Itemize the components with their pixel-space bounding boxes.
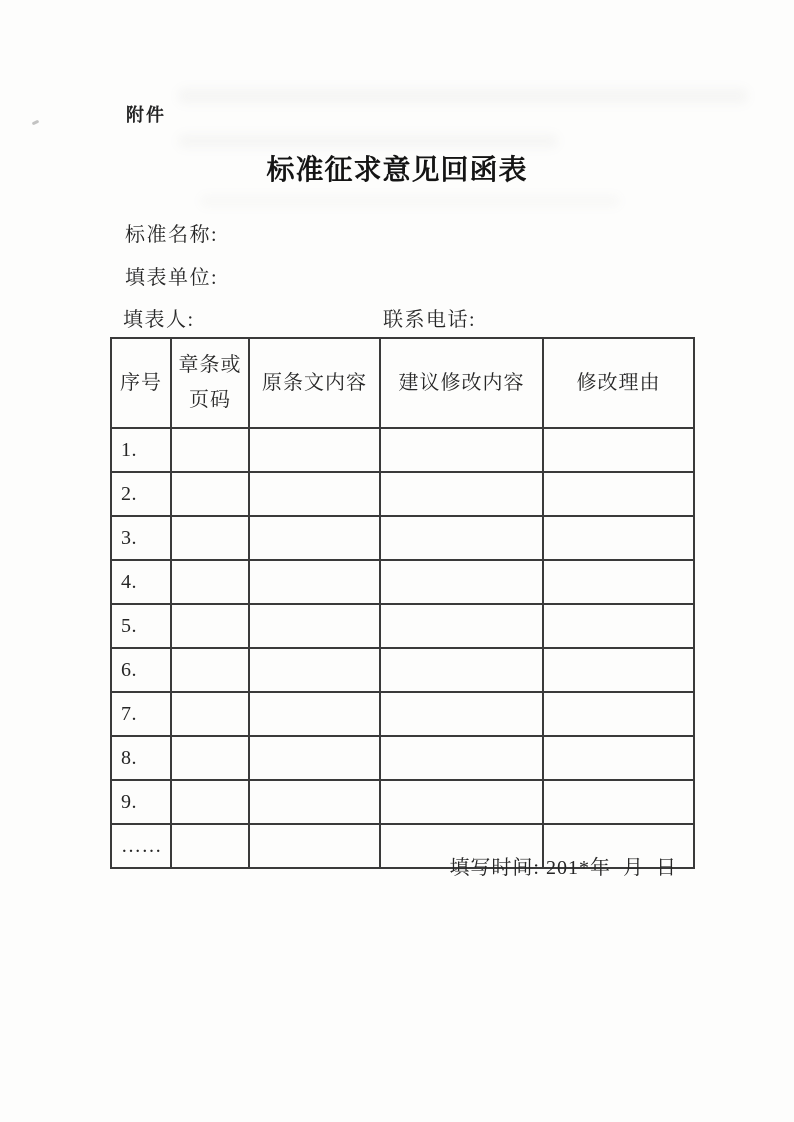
- fill-time-label: 填写时间: 201*年 月 日: [449, 857, 677, 879]
- empty-cell: [380, 604, 543, 648]
- empty-cell: [171, 560, 249, 604]
- table-row: [111, 516, 694, 560]
- header-cell-original-text: 原条文内容: [249, 338, 380, 428]
- empty-cell: [249, 780, 380, 824]
- scan-artifact: [178, 134, 558, 148]
- empty-cell: [543, 604, 694, 648]
- empty-cell: [249, 560, 380, 604]
- table-row: [111, 780, 694, 824]
- empty-cell: [543, 648, 694, 692]
- scan-artifact: [178, 88, 748, 104]
- empty-cell: [171, 516, 249, 560]
- empty-cell: [543, 780, 694, 824]
- empty-cell: [249, 472, 380, 516]
- empty-cell: [543, 560, 694, 604]
- scan-artifact: [200, 195, 620, 207]
- row-number-cell: 4.: [111, 560, 171, 604]
- empty-cell: [543, 692, 694, 736]
- table-row: [111, 472, 694, 516]
- row-number-cell: 2.: [111, 472, 171, 516]
- table-row: [111, 692, 694, 736]
- table-row: [111, 736, 694, 780]
- table-header-row: [111, 338, 694, 428]
- empty-cell: [380, 780, 543, 824]
- empty-cell: [171, 604, 249, 648]
- empty-cell: [380, 516, 543, 560]
- row-number-cell: 7.: [111, 692, 171, 736]
- filling-unit-label: 填表单位:: [125, 267, 219, 289]
- row-number-cell: 1.: [111, 428, 171, 472]
- header-cell-clause-or-page: 章条或页码: [171, 338, 249, 428]
- filler-label: 填表人:: [123, 309, 195, 331]
- empty-cell: [543, 516, 694, 560]
- empty-cell: [543, 472, 694, 516]
- table-row: [111, 428, 694, 472]
- empty-cell: [171, 692, 249, 736]
- scan-artifact: [32, 120, 40, 126]
- row-number-cell: ……: [111, 824, 171, 868]
- empty-cell: [249, 428, 380, 472]
- row-number-cell: 6.: [111, 648, 171, 692]
- empty-cell: [171, 472, 249, 516]
- table-row: [111, 560, 694, 604]
- row-number-cell: 8.: [111, 736, 171, 780]
- header-cell-reason: 修改理由: [543, 338, 694, 428]
- header-cell-serial-number: 序号: [111, 338, 171, 428]
- empty-cell: [249, 604, 380, 648]
- comment-feedback-table: [110, 337, 695, 869]
- empty-cell: [380, 560, 543, 604]
- empty-cell: [171, 648, 249, 692]
- row-number-cell: 3.: [111, 516, 171, 560]
- attachment-label: 附件: [126, 105, 166, 125]
- empty-cell: [380, 428, 543, 472]
- empty-cell: [249, 648, 380, 692]
- row-number-cell: 9.: [111, 780, 171, 824]
- empty-cell: [249, 736, 380, 780]
- empty-cell: [249, 516, 380, 560]
- empty-cell: [380, 692, 543, 736]
- table-row: [111, 604, 694, 648]
- empty-cell: [543, 736, 694, 780]
- empty-cell: [171, 780, 249, 824]
- header-cell-suggested-change: 建议修改内容: [380, 338, 543, 428]
- empty-cell: [171, 736, 249, 780]
- empty-cell: [380, 736, 543, 780]
- contact-phone-label: 联系电话:: [383, 309, 477, 331]
- empty-cell: [171, 428, 249, 472]
- table-row: [111, 648, 694, 692]
- page-title: 标准征求意见回函表: [266, 155, 528, 186]
- row-number-cell: 5.: [111, 604, 171, 648]
- empty-cell: [249, 692, 380, 736]
- standard-name-label: 标准名称:: [125, 224, 219, 246]
- empty-cell: [380, 648, 543, 692]
- empty-cell: [380, 472, 543, 516]
- empty-cell: [543, 428, 694, 472]
